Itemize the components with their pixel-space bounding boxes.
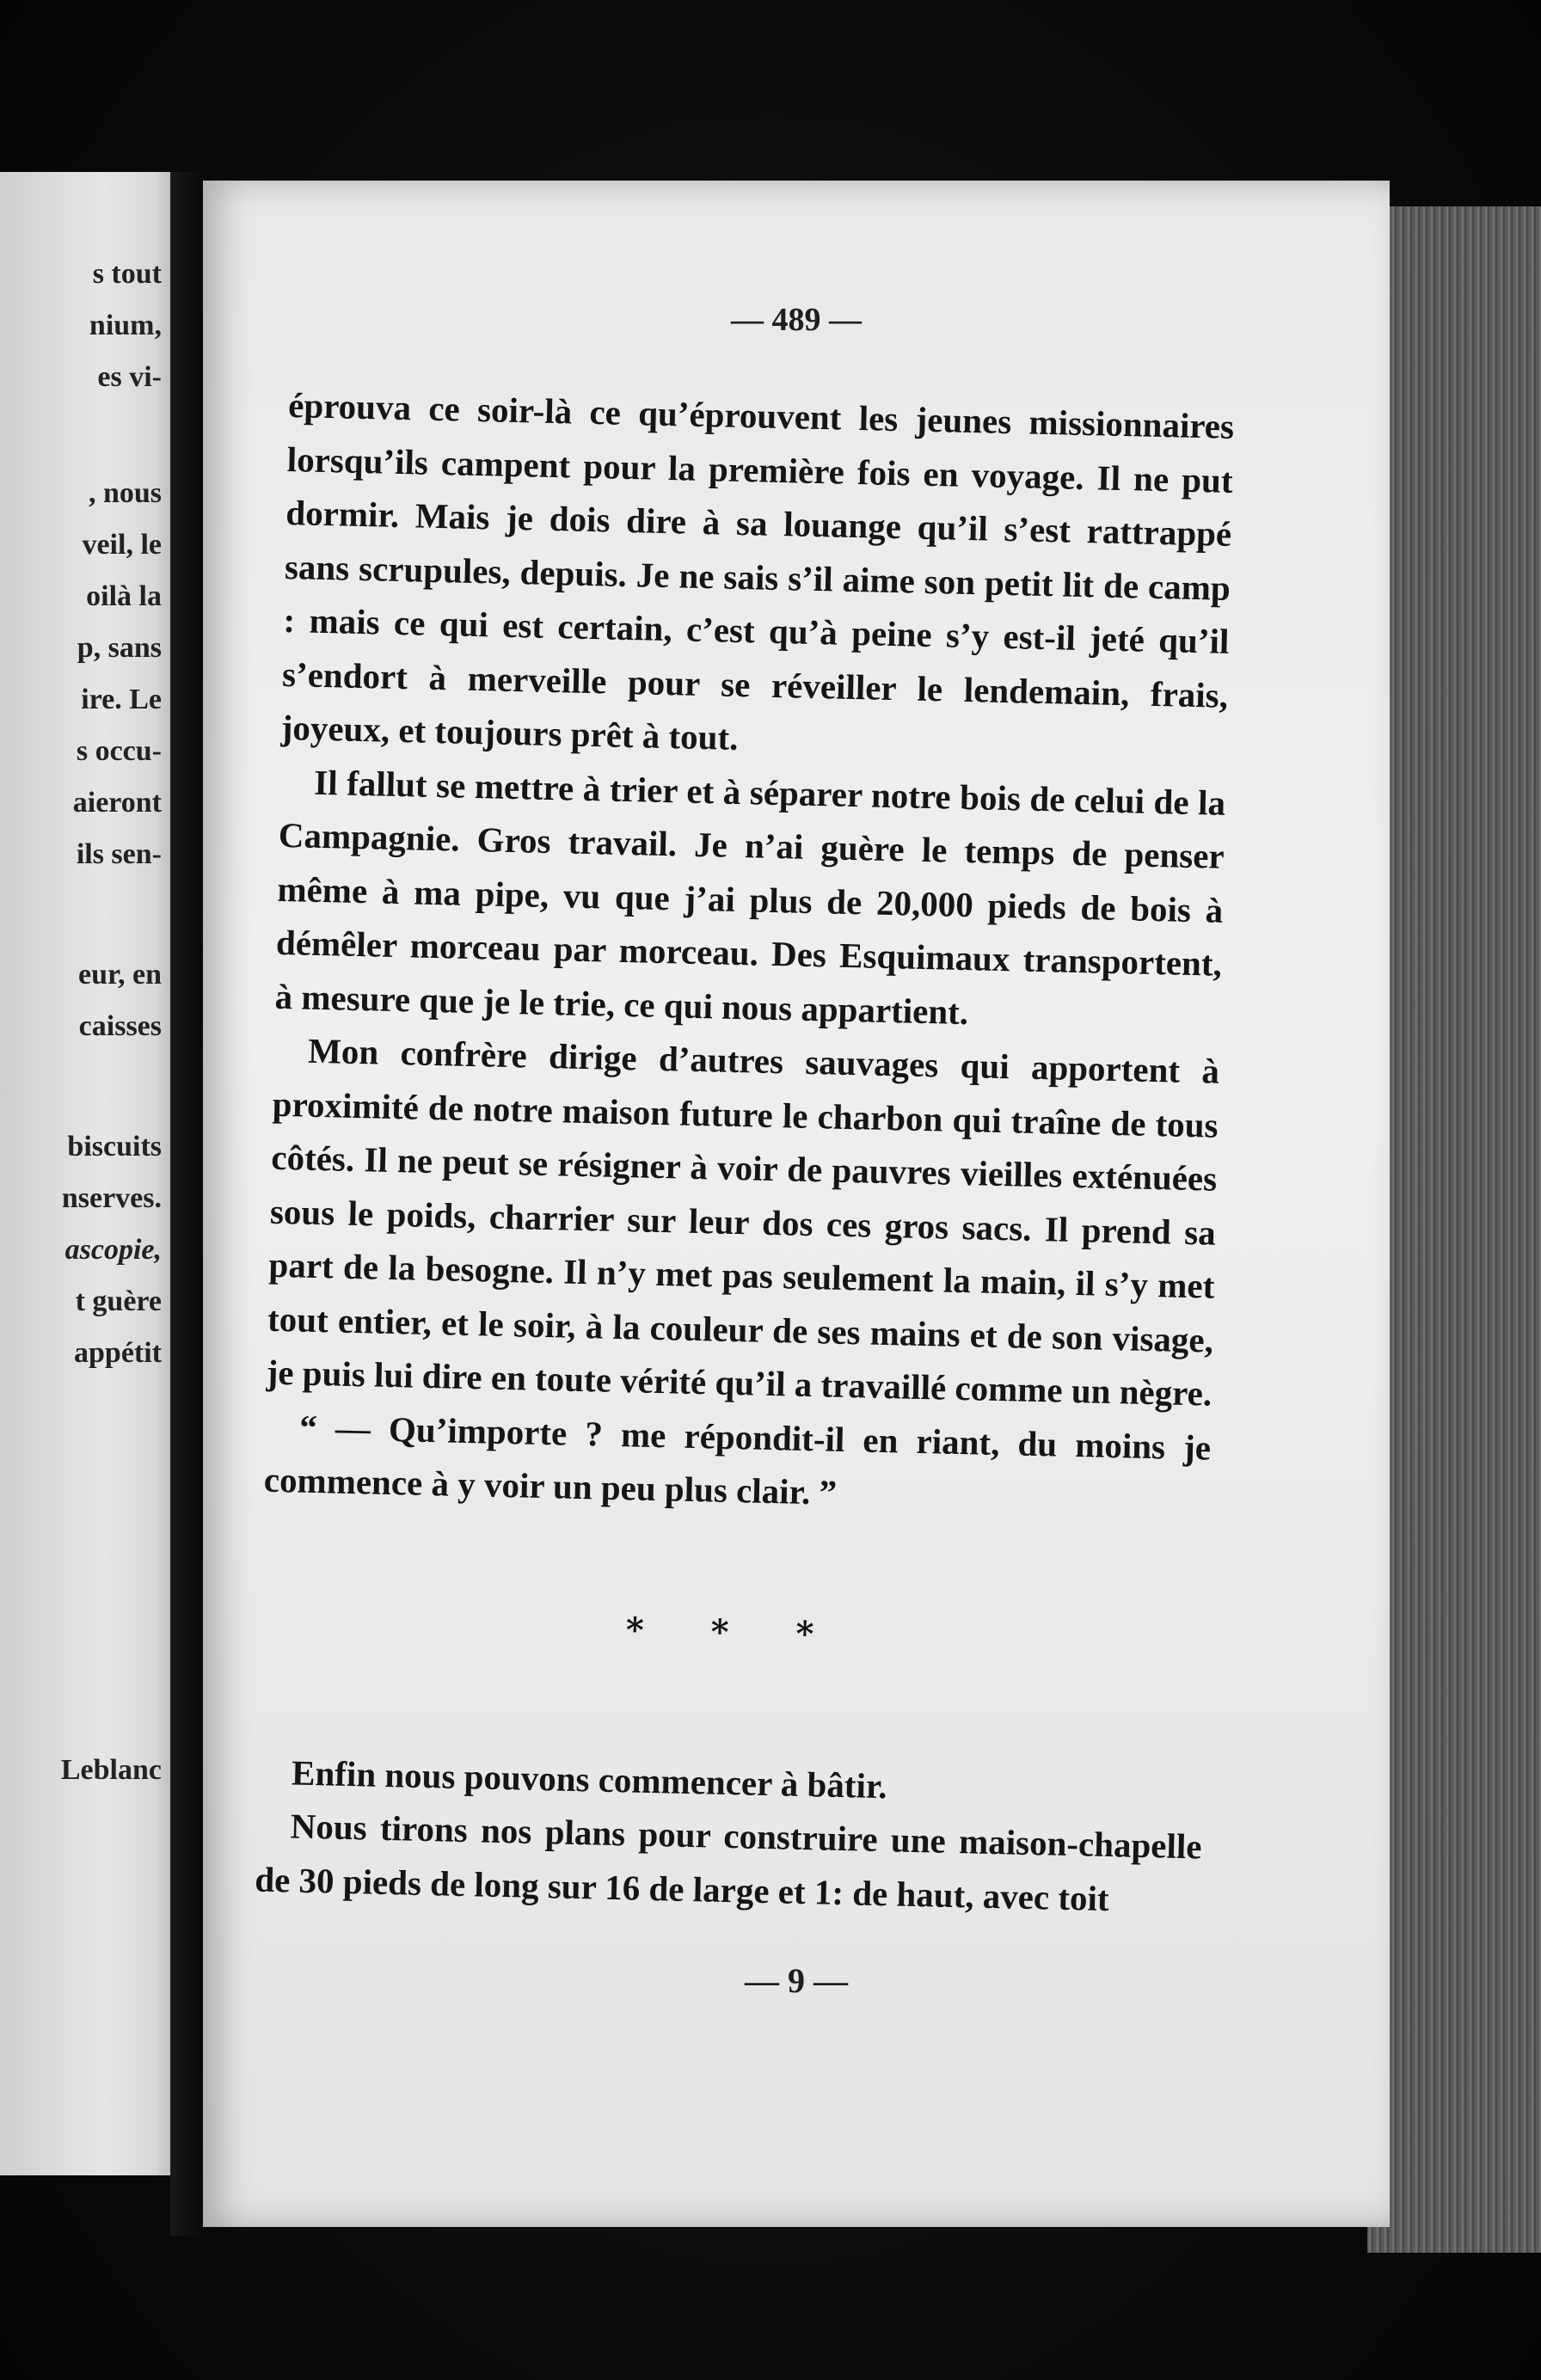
left-page-line: s occu- [76,735,162,767]
left-page-line: t guère [75,1285,162,1317]
paragraph-3: Mon confrère dirige d’autres sauvages qui apportent à proximité de notre maison future le charbon qui traîne de tous côtés. Il ne peut se résigner à voir de pauvres vieilles exténuées sous le poids, charrier sur leur dos ces gros sacs. Il prend sa part de la besogne. Il n’y met pas seulement la main, il s’y met tout entier, et le soir, à la couleur de ses mains et de son visage, je puis lui dire en toute vérité qu’il a travaillé comme un nègre. [266,1030,1220,1414]
paragraph-5: Enfin nous pouvons commencer à bâtir. [291,1751,888,1806]
left-page [0,172,172,2175]
left-page-line: ascopie, [64,1234,162,1266]
left-page-line: s tout [92,258,162,290]
page-footer-number: — 9 — [745,1961,848,2000]
page-body [255,378,1235,1927]
left-page-line: biscuits [67,1131,162,1162]
left-page-line: aieront [72,787,162,819]
left-page-line: Leblanc [60,1754,162,1786]
left-page-line: nserves. [61,1182,162,1214]
left-page-line: ire. Le [81,684,162,715]
left-page-line: oilà la [86,580,162,612]
left-page-line: caisses [78,1010,162,1042]
left-page-line: eur, en [78,959,162,991]
left-page-line: appétit [74,1337,162,1369]
section-separator: * * * [625,1609,842,1655]
page-header-number: — 489 — [731,302,862,338]
left-page-line: nium, [89,310,162,341]
left-page-line: p, sans [77,632,162,664]
left-page-line: es vi- [97,361,162,393]
paragraph-1: éprouva ce soir-là ce qu’éprouvent les jeunes missionnaires lorsqu’ils campent pour la première fois en voyage. Il ne put dormir. Mais je dois dire à sa louange qu’il s’est rattrappé sans scrupules, depuis. Je ne sais s’il aime son petit lit de camp : mais ce qui est certain, c’est qu’à peine s’y est-il jeté qu’il s’endort à merveille pour se réveiller le lendemain, frais, joyeux, et toujours prêt à tout. [280,384,1235,758]
paragraph-2: Il fallut se mettre à trier et à séparer notre bois de celui de la Campagnie. Gros travail. Je n’ai guère le temps de penser même à ma pipe, vu que j’ai plus de 20,000 pieds de bois à démêler morceau par morceau. Des Esquimaux transportent, à mesure que je le trie, ce qui nous appartient. [274,762,1226,1032]
left-page-line: veil, le [82,529,162,561]
paragraph-6: Nous tirons nos plans pour construire une maison-chapelle de 30 pieds de long sur 16 de large et 1: de haut, avec toit [254,1806,1203,1918]
left-page-line: ils sen- [76,838,162,870]
main-page [203,181,1390,2227]
left-page-line: , nous [88,477,162,509]
book-gutter [170,172,205,2236]
page-edges [1367,206,1541,2253]
paragraph-4: “ — Qu’importe ? me répondit-il en riant, du moins je commence à y voir un peu plus clair. ” [263,1407,1212,1512]
